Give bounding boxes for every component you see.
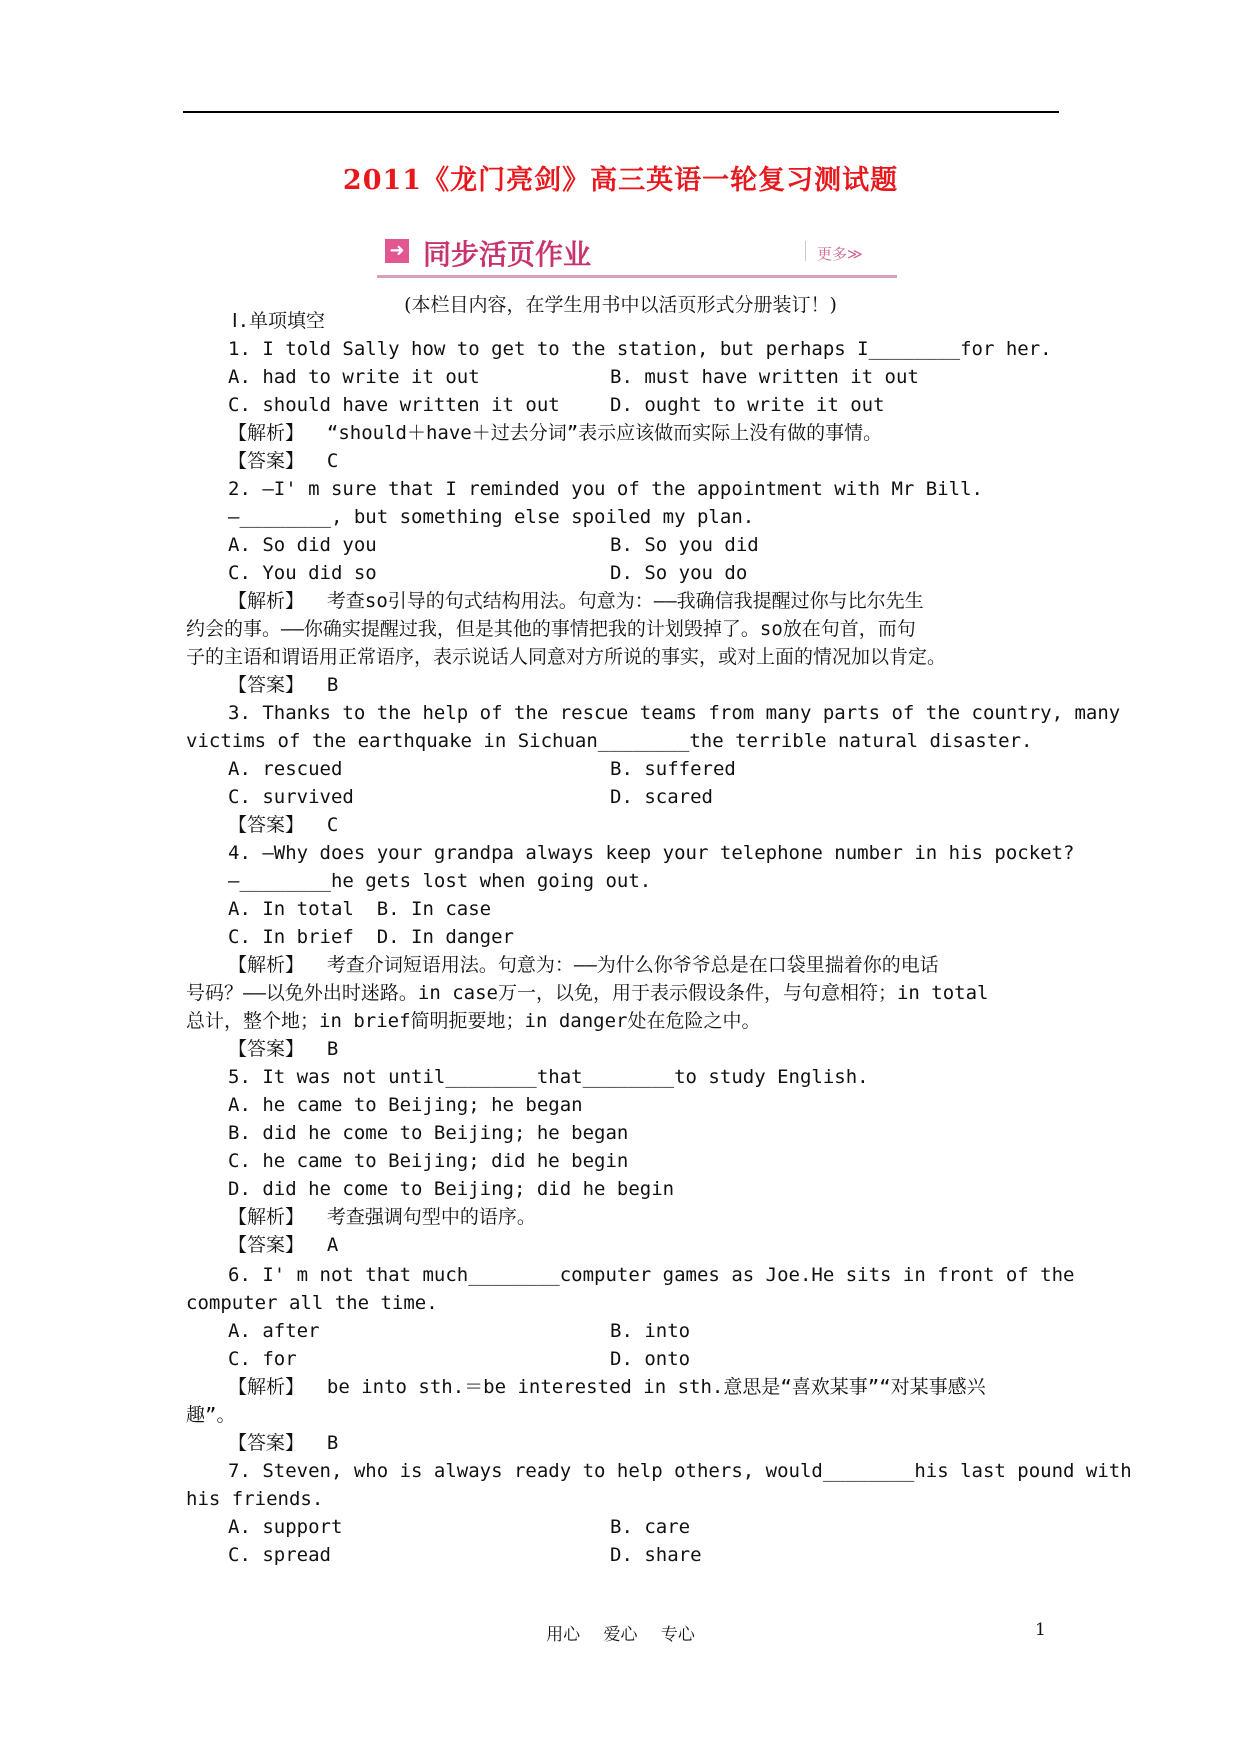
question-3-line-1: 3. Thanks to the help of the rescue teams from many parts of the country, many bbox=[228, 702, 1121, 724]
binding-note: (本栏目内容，在学生用书中以活页形式分册装订！) bbox=[404, 294, 837, 316]
option-5a: A. he came to Beijing; he began bbox=[228, 1094, 583, 1116]
option-2d: D. So you do bbox=[610, 562, 748, 584]
answer-3: 【答案】 C bbox=[228, 814, 339, 836]
question-7-line-1: 7. Steven, who is always ready to help others, would________his last pound with bbox=[228, 1460, 1132, 1482]
option-3d: D. scared bbox=[610, 786, 713, 808]
option-7a: A. support bbox=[228, 1516, 343, 1538]
option-3a: A. rescued bbox=[228, 758, 343, 780]
question-2: 2. —I' m sure that I reminded you of the appointment with Mr Bill. bbox=[228, 478, 983, 500]
option-7c: C. spread bbox=[228, 1544, 331, 1566]
option-4cd: C. In brief D. In danger bbox=[228, 926, 514, 948]
analysis-6-line-2: 趣”。 bbox=[186, 1404, 236, 1426]
option-2b: B. So you did bbox=[610, 534, 759, 556]
option-5b: B. did he come to Beijing; he began bbox=[228, 1122, 629, 1144]
question-4-reply: —________he gets lost when going out. bbox=[228, 870, 652, 892]
analysis-1: 【解析】 “should＋have＋过去分词”表示应该做而实际上没有做的事情。 bbox=[228, 422, 883, 444]
banner-title: 同步活页作业 bbox=[423, 238, 592, 271]
analysis-4-line-3: 总计，整个地；in brief简明扼要地；in danger处在危险之中。 bbox=[186, 1010, 761, 1032]
analysis-2-line-3: 子的主语和谓语用正常语序，表示说话人同意对方所说的事实，或对上面的情况加以肯定。 bbox=[186, 646, 947, 668]
arrow-right-icon: ➜ bbox=[385, 239, 409, 263]
answer-2: 【答案】 B bbox=[228, 674, 339, 696]
question-3-line-2: victims of the earthquake in Sichuan________the terrible natural disaster. bbox=[186, 730, 1033, 752]
option-1b: B. must have written it out bbox=[610, 366, 919, 388]
answer-5: 【答案】 A bbox=[228, 1234, 339, 1256]
option-6b: B. into bbox=[610, 1320, 691, 1342]
option-5d: D. did he come to Beijing; did he begin bbox=[228, 1178, 675, 1200]
question-4: 4. —Why does your grandpa always keep your telephone number in his pocket? bbox=[228, 842, 1075, 864]
option-3c: C. survived bbox=[228, 786, 354, 808]
question-5: 5. It was not until________that________to study English. bbox=[228, 1066, 869, 1088]
analysis-6-line-1: 【解析】 be into sth.＝be interested in sth.意思是“喜欢某事”“对某事感兴 bbox=[228, 1376, 986, 1398]
question-6-line-2: computer all the time. bbox=[186, 1292, 438, 1314]
section-banner bbox=[377, 233, 897, 278]
option-2a: A. So did you bbox=[228, 534, 377, 556]
page-footer: 用心 爱心 专心 bbox=[546, 1625, 695, 1645]
document-title: 2011《龙门亮剑》高三英语一轮复习测试题 bbox=[342, 165, 899, 196]
option-2c: C. You did so bbox=[228, 562, 377, 584]
option-7d: D. share bbox=[610, 1544, 702, 1566]
question-6-line-1: 6. I' m not that much________computer games as Joe.He sits in front of the bbox=[228, 1264, 1075, 1286]
question-1: 1. I told Sally how to get to the station, but perhaps I________for her. bbox=[228, 338, 1052, 360]
answer-4: 【答案】 B bbox=[228, 1038, 339, 1060]
analysis-4-line-1: 【解析】 考查介词短语用法。句意为：——为什么你爷爷总是在口袋里揣着你的电话 bbox=[228, 954, 939, 976]
question-7-line-2: his friends. bbox=[186, 1488, 324, 1510]
more-link[interactable]: 更多≫ bbox=[817, 245, 863, 263]
header-rule bbox=[183, 111, 1059, 113]
option-3b: B. suffered bbox=[610, 758, 736, 780]
analysis-2-line-1: 【解析】 考查so引导的句式结构用法。句意为：——我确信我提醒过你与比尔先生 bbox=[228, 590, 924, 612]
question-2-reply: —________, but something else spoiled my plan. bbox=[228, 506, 755, 528]
answer-1: 【答案】 C bbox=[228, 450, 339, 472]
option-6a: A. after bbox=[228, 1320, 320, 1342]
analysis-2-line-2: 约会的事。——你确实提醒过我，但是其他的事情把我的计划毁掉了。so放在句首，而句 bbox=[186, 618, 916, 640]
option-5c: C. he came to Beijing; did he begin bbox=[228, 1150, 629, 1172]
option-4ab: A. In total B. In case bbox=[228, 898, 492, 920]
option-1c: C. should have written it out bbox=[228, 394, 560, 416]
option-6c: C. for bbox=[228, 1348, 297, 1370]
option-1a: A. had to write it out bbox=[228, 366, 480, 388]
answer-6: 【答案】 B bbox=[228, 1432, 339, 1454]
banner-divider bbox=[805, 241, 806, 261]
option-6d: D. onto bbox=[610, 1348, 691, 1370]
analysis-5: 【解析】 考查强调句型中的语序。 bbox=[228, 1206, 536, 1228]
option-7b: B. care bbox=[610, 1516, 691, 1538]
analysis-4-line-2: 号码？——以免外出时迷路。in case万一，以免，用于表示假设条件，与句意相符；in total bbox=[186, 982, 989, 1004]
page-number: 1 bbox=[1035, 1620, 1046, 1640]
option-1d: D. ought to write it out bbox=[610, 394, 885, 416]
section-heading: Ⅰ.单项填空 bbox=[232, 310, 326, 332]
